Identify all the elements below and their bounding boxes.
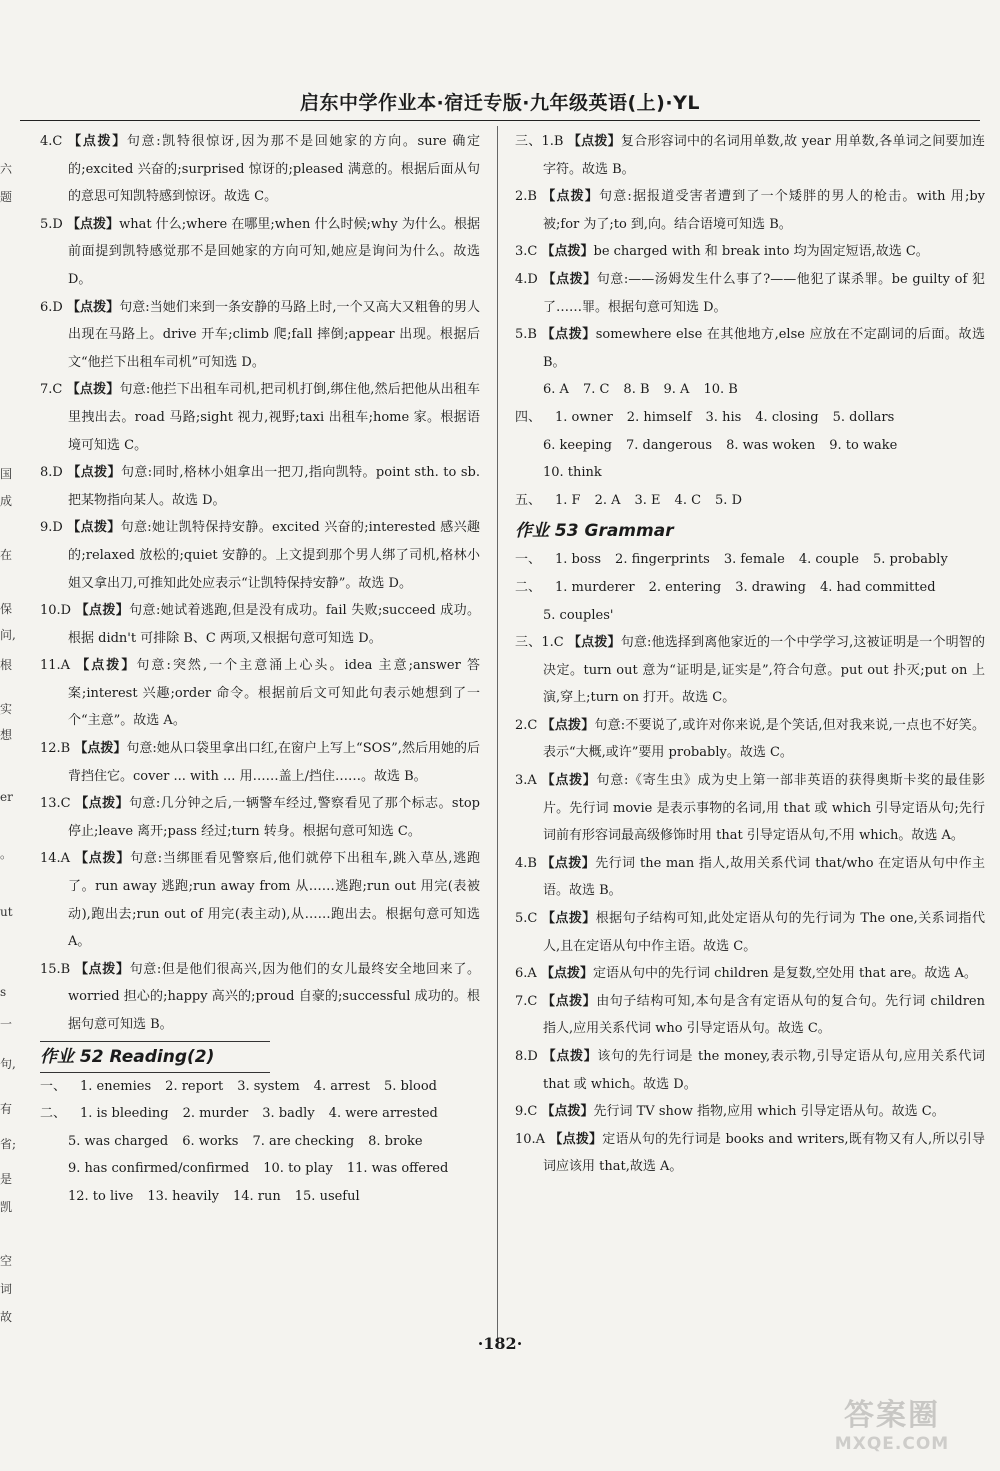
answer-item [40, 376, 480, 459]
hint-tag: 【点拨】 [541, 327, 596, 343]
answer-number: 6.A [515, 966, 541, 982]
hint-tag: 【点拨】 [541, 244, 594, 260]
margin-fragment: 。 [0, 847, 13, 861]
answer-explanation: 先行词 TV show 指物,应用 which 引导定语从句。故选 C。 [593, 1104, 945, 1120]
answer-item [515, 128, 985, 183]
answer-row [515, 432, 985, 460]
answer-row [515, 574, 985, 602]
answer-item [40, 790, 480, 845]
answer-number: 14.A [40, 851, 75, 867]
hint-tag: 【点拨】 [74, 851, 131, 867]
answer-explanation: 复合形容词中的名词用单数,故 year 用单数,各单词之间要加连字符。故选 B。 [543, 134, 985, 177]
answer-list-51 [40, 128, 480, 1039]
header-rule [20, 120, 980, 121]
answer-row [40, 1183, 480, 1211]
hint-tag: 【点拨】 [541, 1104, 594, 1120]
margin-fragment: 凯 [0, 1200, 13, 1214]
answer-item [515, 960, 985, 988]
answer-number: 13.C [40, 796, 76, 812]
answer-item [515, 1126, 985, 1181]
margin-fragment: 在 [0, 548, 13, 562]
answer-explanation: 句意:突然,一个主意涌上心头。idea 主意;answer 答案;interest 兴趣;order 命令。根据前后文可知此句表示她想到了一个“主意”。故选 A。 [68, 658, 480, 729]
answer-item [515, 767, 985, 850]
answer: 3. E [634, 492, 661, 508]
answer-number: 10.D [40, 603, 76, 619]
answer: 2. fingerprints [615, 552, 710, 568]
hint-tag: 【点拨】 [567, 134, 621, 149]
answer: 2. murder [182, 1106, 249, 1122]
part-label: 一、 [515, 552, 542, 568]
answer-explanation: 句意:但是他们很高兴,因为他们的女儿最终安全地回来了。worried 担心的;happy 高兴的;proud 自豪的;successful 成功的。根据句意可知选 B。 [68, 961, 480, 1032]
answer-item [40, 294, 480, 377]
answer-explanation: what 什么;where 在哪里;when 什么时候;why 为什么。根据前面提到凯特感觉那不是回她家的方向可知,她应是询问为什么。故选 D。 [68, 216, 480, 287]
answer: 4. closing [755, 409, 819, 425]
answer-explanation: 句意:同时,格林小姐拿出一把刀,指向凯特。point sth. to sb. 把某物指向某人。故选 D。 [68, 465, 480, 508]
part-label: 二、 [40, 1106, 67, 1122]
hint-tag: 【点拨】 [542, 189, 600, 205]
hint-tag: 【点拨】 [541, 855, 596, 871]
answer: 5. couples' [543, 607, 614, 623]
hint-tag: 【点拨】 [541, 773, 597, 789]
answer-item [515, 850, 985, 905]
answer: 2. himself [626, 409, 692, 425]
hint-tag: 【点拨】 [67, 465, 121, 481]
answer: 11. was offered [346, 1161, 449, 1177]
section-52-part-4 [515, 404, 985, 487]
answer-number: 2.B [515, 189, 543, 205]
answer-number: 5.D [40, 216, 67, 232]
answer: 1. is bleeding [80, 1106, 169, 1122]
answer-explanation: 句意:不要说了,或许对你来说,是个笑话,但对我来说,一点也不好笑。表示“大概,或许”要用 probably。故选 C。 [543, 717, 985, 761]
answer-item [515, 321, 985, 376]
hint-tag: 【点拨】 [542, 271, 597, 287]
hint-tag: 【点拨】 [75, 961, 130, 977]
answer-number: 4.D [515, 271, 543, 287]
answer-number: 1.B [541, 134, 568, 149]
answer-explanation: 句意:凯特很惊讶,因为那不是回她家的方向。sure 确定的;excited 兴奋的;surprised 惊讶的;pleased 满意的。根据后面从句的意思可知凯特感到惊讶。故选 C。 [68, 134, 480, 205]
answer-explanation: 句意:她让凯特保持安静。excited 兴奋的;interested 感兴趣的;relaxed 放松的;quiet 安静的。上文提到那个男人绑了司机,格林小姐又拿出刀,可推知此处应表示“让凯特保持安静”。故选 D。 [68, 520, 480, 591]
answer: 2. report [165, 1078, 224, 1094]
answer: 9. has confirmed/confirmed [68, 1161, 250, 1177]
margin-fragment: 省; [0, 1137, 17, 1151]
answer-row [40, 1128, 480, 1156]
part-label: 二、 [515, 579, 542, 595]
page-number: ·182· [477, 1334, 523, 1353]
answer: 3. system [237, 1078, 300, 1094]
answer: 10. think [543, 465, 602, 481]
answer-number: 4.C [40, 134, 69, 149]
answer-row [515, 459, 985, 487]
answer-explanation: 句意:当她们来到一条安静的马路上时,一个又高大又粗鲁的男人出现在马路上。drive 开车;climb 爬;fall 摔倒;appear 出现。根据后文“他拦下出租车司机”可知选 D。 [68, 299, 480, 370]
answer-explanation: 根据句子结构可知,此处定语从句的先行词为 The one,关系词指代人,且在定语从句中作主语。故选 C。 [543, 911, 985, 954]
answer: 8. B [623, 382, 650, 398]
answer-explanation: 定语从句的先行词是 books and writers,既有物又有人,所以引导词应该用 that,故选 A。 [543, 1131, 985, 1175]
section-52-title: 作业 52 Reading(2) [40, 1041, 270, 1073]
answer-explanation: 定语从句中的先行词 children 是复数,空处用 that are。故选 A。 [592, 966, 977, 982]
answer: 9. A [663, 382, 690, 398]
answer-item [515, 1098, 985, 1126]
answer-explanation: 先行词 the man 指人,故用关系代词 that/who 在定语从句中作主语。故选 B。 [543, 855, 985, 899]
answer-explanation: 句意:她从口袋里拿出口红,在窗户上写上“SOS”,然后用她的后背挡住它。cover ... with ... 用……盖上/挡住……。故选 B。 [68, 741, 480, 784]
answer: 8. was woken [726, 437, 816, 453]
margin-fragment: 故 [0, 1310, 13, 1324]
hint-tag: 【点拨】 [67, 520, 121, 536]
answer-item [515, 183, 985, 238]
margin-fragment: 题 [0, 190, 13, 204]
answer-item [40, 514, 480, 597]
margin-fragment: 保 [0, 602, 13, 616]
answer-number: 5.C [515, 911, 542, 927]
margin-fragment: 六 [0, 162, 13, 176]
answer-explanation: 句意:他选择到离他家近的一个中学学习,这被证明是一个明智的决定。turn out 意为“证明是,证实是”,符合句意。put out 扑灭;put on 上演,穿上;turn on 打开。故选 C。 [543, 635, 985, 706]
margin-fragment: 词 [0, 1282, 13, 1296]
answer-number: 7.C [40, 382, 67, 398]
margin-fragment: 实 [0, 702, 13, 716]
margin-fragment: 成 [0, 494, 13, 508]
answer-number: 9.C [515, 1104, 542, 1120]
hint-tag: 【点拨】 [549, 1131, 603, 1147]
margin-fragment: 是 [0, 1172, 13, 1186]
hint-tag: 【点拨】 [540, 966, 593, 982]
answer-number: 8.D [515, 1049, 543, 1064]
part-answers [80, 1079, 451, 1094]
answer-item [515, 629, 985, 712]
hint-tag: 【点拨】 [66, 382, 120, 398]
left-margin-fragments [0, 150, 20, 1324]
part-label: 五、 [515, 492, 542, 508]
answer-explanation: 句意:他拦下出租车司机,把司机打倒,绑住他,然后把他从出租车里拽出去。road 马路;sight 视力,视野;taxi 出租车;home 家。根据语境可知选 C。 [68, 382, 480, 453]
answer: 1. F [555, 492, 581, 508]
answer-explanation: 句意:她试着逃跑,但是没有成功。fail 失败;succeed 成功。根据 didn't 可排除 B、C 两项,又根据句意可知选 D。 [68, 603, 480, 646]
answer-item [515, 712, 985, 767]
margin-fragment: er [0, 790, 13, 804]
answer-number: 7.C [515, 993, 543, 1009]
answer-explanation: somewhere else 在其他地方,else 应放在不定副词的后面。故选 B。 [543, 327, 985, 370]
margin-fragment: 根 [0, 658, 13, 672]
answer-row [40, 1100, 480, 1128]
answer: 5. dollars [832, 409, 895, 425]
margin-fragment: 有 [0, 1102, 13, 1116]
answer-number: 11.A [40, 658, 77, 674]
column-divider [497, 126, 498, 1342]
answer: 5. blood [383, 1078, 437, 1094]
section-53-part-3 [515, 629, 985, 1181]
answer-explanation: 句意:据报道受害者遭到了一个矮胖的男人的枪击。with 用;by 被;for 为了;to 到,向。结合语境可知选 B。 [543, 189, 985, 232]
answer-item [515, 905, 985, 960]
hint-tag: 【点拨】 [542, 993, 597, 1009]
hint-tag: 【点拨】 [568, 635, 621, 651]
answer: 13. heavily [147, 1188, 219, 1204]
answer: 10. B [703, 382, 738, 398]
answer: 5. was charged [68, 1133, 169, 1149]
section-52-part-5 [515, 487, 985, 515]
watermark-logo [802, 1390, 982, 1460]
section-53-part-2 [515, 574, 985, 629]
answer: 4. C [674, 492, 702, 508]
answer: 4. couple [798, 552, 860, 568]
hint-tag: 【点拨】 [541, 717, 595, 733]
answer-number: 3.A [515, 773, 542, 789]
margin-fragment: 空 [0, 1254, 13, 1268]
answer-number: 9.D [40, 520, 68, 536]
answer-explanation: be charged with 和 break into 均为固定短语,故选 C。 [593, 244, 929, 260]
answer: 1. owner [555, 409, 613, 425]
answer-number: 8.D [40, 465, 68, 481]
part-label: 四、 [515, 409, 542, 425]
page-header: 启东中学作业本·宿迁专版·九年级英语(上)·YL [300, 92, 700, 114]
answer: 6. keeping [543, 437, 612, 453]
answer: 4. had committed [820, 579, 936, 595]
hint-tag: 【点拨】 [74, 741, 127, 757]
part-answers [555, 493, 756, 508]
answer-number: 12.B [40, 741, 75, 757]
answer: 1. murderer [555, 579, 635, 595]
answer: 6. A [543, 382, 569, 398]
answer-number: 15.B [40, 961, 76, 977]
margin-fragment: 想 [0, 728, 13, 742]
hint-tag: 【点拨】 [541, 911, 596, 927]
hint-tag: 【点拨】 [75, 603, 130, 619]
section-52-part-1 [40, 1073, 480, 1101]
answer-item [40, 211, 480, 294]
left-column [40, 128, 480, 1211]
watermark-url: MXQE.COM [834, 1434, 950, 1454]
answer-item [40, 652, 480, 735]
answer-number: 4.B [515, 855, 542, 871]
margin-fragment: 一 [0, 1017, 13, 1031]
margin-fragment: 国 [0, 467, 13, 481]
answer-row [515, 404, 985, 432]
answer-explanation: 由句子结构可知,本句是含有定语从句的复合句。先行词 children 指人,应用关系代词 who 引导定语从句。故选 C。 [543, 993, 985, 1037]
part-label: 三、 [515, 134, 542, 149]
answer: 15. useful [294, 1188, 360, 1204]
part-answers [555, 552, 962, 567]
answer: 14. run [232, 1188, 281, 1204]
answer-explanation: 该句的先行词是 the money,表示物,引导定语从句,应用关系代词 that 或 which。故选 D。 [543, 1049, 985, 1092]
answer: 3. drawing [735, 579, 807, 595]
answer: 4. arrest [313, 1078, 370, 1094]
section-52-part-3-tail [515, 376, 985, 404]
answer-item [40, 735, 480, 790]
hint-tag: 【点拨】 [76, 658, 137, 674]
answer: 7. dangerous [625, 437, 713, 453]
answer: 3. female [723, 552, 785, 568]
hint-tag: 【点拨】 [75, 796, 129, 812]
answer-item [515, 238, 985, 266]
answer-number: 6.D [40, 299, 68, 315]
answer: 3. badly [262, 1106, 315, 1122]
answer: 10. to play [263, 1161, 333, 1177]
answer-item [40, 597, 480, 652]
watermark-text: 答案圈 [844, 1398, 940, 1433]
answer: 3. his [705, 409, 742, 425]
part-label: 一、 [40, 1078, 67, 1094]
answer-number: 3.C [515, 244, 542, 260]
answer: 12. to live [68, 1188, 134, 1204]
answer: 1. enemies [80, 1078, 152, 1094]
section-53-title: 作业 53 Grammar [515, 521, 674, 542]
answer: 7. are checking [252, 1133, 355, 1149]
answer: 7. C [582, 382, 610, 398]
answer-row [40, 1155, 480, 1183]
margin-fragment: 句, [0, 1057, 16, 1071]
section-52-part-2 [40, 1100, 480, 1210]
answer: 4. were arrested [328, 1106, 438, 1122]
answer: 5. D [715, 492, 742, 508]
answer-explanation: 句意:几分钟之后,一辆警车经过,警察看见了那个标志。stop 停止;leave 离开;pass 经过;turn 转身。根据句意可知选 C。 [68, 796, 480, 839]
section-52-part-3 [515, 128, 985, 376]
answer: 8. broke [368, 1133, 423, 1149]
answer-row [515, 602, 985, 630]
answer-item [515, 1043, 985, 1098]
margin-fragment: ut [0, 905, 13, 919]
answer-item [40, 845, 480, 955]
margin-fragment: s [0, 985, 7, 999]
answer-number: 5.B [515, 327, 542, 343]
margin-fragment: 问, [0, 628, 16, 642]
answer: 2. entering [648, 579, 722, 595]
hint-tag: 【点拨】 [66, 216, 120, 232]
section-53-part-1 [515, 546, 985, 574]
answer-item [40, 956, 480, 1039]
answer-item [515, 266, 985, 321]
answer: 2. A [594, 492, 621, 508]
answer-item [40, 128, 480, 211]
hint-tag: 【点拨】 [542, 1049, 598, 1064]
answer: 1. boss [555, 552, 602, 568]
answer-number: 2.C [515, 717, 542, 733]
answer-number: 1.C [541, 635, 568, 651]
answer-number: 10.A [515, 1131, 550, 1147]
answer: 6. works [182, 1133, 239, 1149]
answer-item [515, 988, 985, 1043]
hint-tag: 【点拨】 [67, 299, 120, 315]
answer-explanation: 句意:——汤姆发生什么事了?——他犯了谋杀罪。be guilty of 犯了……罪。根据句意可知选 D。 [543, 271, 985, 315]
right-column [515, 128, 985, 1181]
answer: 5. probably [873, 552, 948, 568]
answer-item [40, 459, 480, 514]
answer-explanation: 句意:《寄生虫》成为史上第一部非英语的获得奥斯卡奖的最佳影片。先行词 movie 是表示事物的名词,用 that 或 which 引导定语从句;先行词前有形容词最高级修饰时用 that 引导定语从句,不用 which。故选 A。 [543, 773, 985, 844]
hint-tag: 【点拨】 [68, 134, 127, 149]
answer-explanation: 句意:当绑匪看见警察后,他们就停下出租车,跳入草丛,逃跑了。run away 逃跑;run away from 从……逃跑;run out 用完(表被动),跑出去;run out of 用完(表主动),从……跑出去。根据句意可知选 A。 [68, 851, 480, 950]
answer: 9. to wake [829, 437, 898, 453]
part-label: 三、 [515, 635, 542, 651]
